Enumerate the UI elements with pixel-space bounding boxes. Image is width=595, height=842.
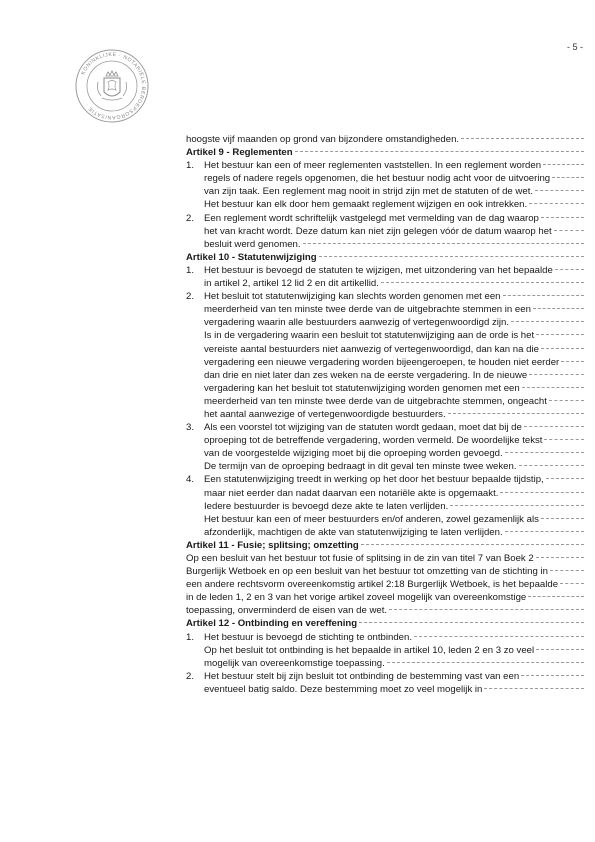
article-9-item-2: 2. Een reglement wordt schriftelijk vastgelegd met vermelding van de dag waarop het van kracht wordt. Deze datum kan niet zijn gelegen vóór de datum waarop het besluit werd genomen.	[186, 212, 584, 251]
item-number: 4.	[186, 474, 195, 486]
article-12-item-2: 2. Het bestuur stelt bij zijn besluit tot ontbinding de bestemming vast van een eventueel batig saldo. Deze bestemming moet zo veel mogelijk in	[186, 670, 584, 696]
article-9-heading: Artikel 9 - Reglementen	[186, 146, 584, 159]
item-number: 2.	[186, 212, 195, 224]
article-12-heading: Artikel 12 - Ontbinding en vereffening	[186, 617, 584, 630]
item-number: 1.	[186, 160, 195, 172]
article-10-item-4: 4. Een statutenwijziging treedt in werking op het door het bestuur bepaalde tijdstip, maar niet eerder dan nadat daarvan een notariële akte is opgemaakt. Iedere bestuurder is bevoegd deze akte te laten verlijden. Het bestuur kan een of meer bestuurders en/of anderen, zowel gezamenlijk als afzonderlijk, machtigen de akte van statutenwijziging te laten verlijden.	[186, 473, 584, 538]
article-12-item-1: 1. Het bestuur is bevoegd de stichting te ontbinden. Op het besluit tot ontbinding is het bepaalde in artikel 10, leden 2 en 3 zo veel mogelijk van overeenkomstige toepassing.	[186, 631, 584, 670]
item-number: 1.	[186, 264, 195, 276]
document-body	[186, 133, 584, 696]
article-9-item-1: 1. Het bestuur kan een of meer reglementen vaststellen. In een reglement worden regels of nadere regels opgenomen, die het bestuur nodig acht voor de uitvoering van zijn taak. Een reglement mag nooit in strijd zijn met de statuten of de wet. Het bestuur kan elk door hem gemaakt reglement wijzigen en ook intrekken.	[186, 159, 584, 211]
notary-seal-icon	[74, 48, 150, 124]
article-10-heading: Artikel 10 - Statutenwijziging	[186, 251, 584, 264]
article-11-body: Op een besluit van het bestuur tot fusie of splitsing in de zin van titel 7 van Boek 2 Burgerlijk Wetboek en op een besluit van het bestuur tot omzetting van de stichting in een andere rechtsvorm overeenkomstig artikel 2:18 Burgerlijk Wetboek, is het bepaalde in de leden 1, 2 en 3 van het vorige artikel zoveel mogelijk van overeenkomstige toepassing, onverminderd de eisen van de wet.	[186, 552, 584, 617]
item-number: 2.	[186, 291, 195, 303]
item-number: 1.	[186, 631, 195, 643]
article-11-heading: Artikel 11 - Fusie; splitsing; omzetting	[186, 539, 584, 552]
text-line: hoogste vijf maanden op grond van bijzondere omstandigheden.	[186, 133, 584, 146]
article-10-item-1: 1. Het bestuur is bevoegd de statuten te wijzigen, met uitzondering van het bepaalde in artikel 2, artikel 12 lid 2 en dit artikellid.	[186, 264, 584, 290]
article-10-item-2: 2. Het besluit tot statutenwijziging kan slechts worden genomen met een meerderheid van ten minste twee derde van de uitgebrachte stemmen in een vergadering waarin alle bestuurders aanwezig of vertegenwoordigd zijn. Is in de vergadering waarin een besluit tot statutenwijziging aan de orde is het vereiste aantal bestuurders niet aanwezig of vertegenwoordigd, dan kan na die vergadering een nieuwe vergadering worden bijeengeroepen, te houden niet eerder dan drie en niet later dan zes weken na de eerste vergadering. In de nieuwe vergadering kan het besluit tot statutenwijziging worden genomen met een meerderheid van ten minste twee derde van de uitgebrachte stemmen, ongeacht het aantal aanwezige of vertegenwoordigde bestuurders.	[186, 290, 584, 421]
svg-text:KONINKLIJKE · NOTARIËLE BEROEP: KONINKLIJKE · NOTARIËLE BEROEPSORGANISATIE ·	[80, 51, 147, 121]
page-number: - 5 -	[566, 42, 583, 52]
item-number: 2.	[186, 670, 195, 682]
item-number: 3.	[186, 422, 195, 434]
article-10-item-3: 3. Als een voorstel tot wijziging van de statuten wordt gedaan, moet dat bij de oproeping tot de betreffende vergadering, worden vermeld. De woordelijke tekst van de voorgestelde wijziging moet bij die oproeping worden gevoegd. De termijn van de oproeping bedraagt in dit geval ten minste twee weken.	[186, 421, 584, 473]
